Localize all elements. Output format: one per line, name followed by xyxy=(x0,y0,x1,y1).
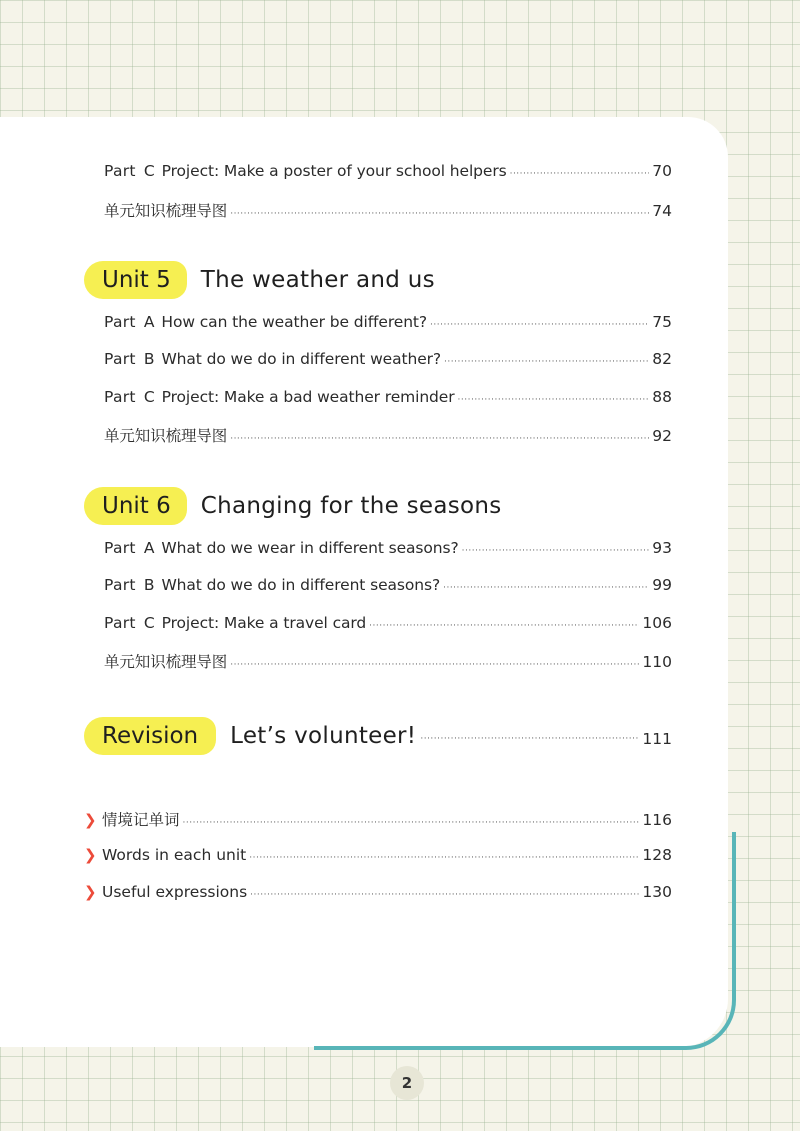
unit-5-header[interactable] xyxy=(84,261,435,299)
part-label: Part xyxy=(104,162,136,180)
toc-row[interactable] xyxy=(104,650,672,672)
toc-page-number: 92 xyxy=(652,427,672,445)
unit-6-header[interactable] xyxy=(84,487,502,525)
toc-page-number: 74 xyxy=(652,202,672,220)
chevron-right-icon: ❯ xyxy=(84,883,97,901)
dot-leader xyxy=(430,320,649,330)
part-letter: A xyxy=(143,539,155,557)
toc-row[interactable] xyxy=(104,350,672,368)
toc-entry-title: 单元知识梳理导图 xyxy=(104,202,228,220)
toc-entry-title: 情境记单词 xyxy=(102,811,180,829)
dot-leader xyxy=(444,357,649,367)
chevron-right-icon: ❯ xyxy=(84,811,97,829)
part-letter: C xyxy=(143,388,155,406)
dot-leader xyxy=(250,890,639,900)
revision-title: Let’s volunteer! xyxy=(230,723,417,749)
toc-row[interactable] xyxy=(104,539,672,557)
toc-page-number: 75 xyxy=(652,313,672,331)
appendix-row[interactable] xyxy=(84,883,672,901)
appendix-row[interactable] xyxy=(84,846,672,864)
toc-page-number: 88 xyxy=(652,388,672,406)
toc-row[interactable] xyxy=(104,199,672,221)
dot-leader xyxy=(510,169,650,179)
toc-row[interactable] xyxy=(104,614,672,632)
dot-leader xyxy=(230,209,649,219)
part-letter: B xyxy=(143,576,155,594)
dot-leader xyxy=(230,434,649,444)
unit-title: The weather and us xyxy=(200,267,435,293)
toc-page-number: 130 xyxy=(642,883,672,901)
dot-leader xyxy=(230,660,639,670)
dot-leader xyxy=(458,395,650,405)
part-letter: B xyxy=(143,350,155,368)
toc-entry-title: 单元知识梳理导图 xyxy=(104,653,228,671)
dot-leader xyxy=(420,734,638,744)
unit-title: Changing for the seasons xyxy=(200,493,502,519)
dot-leader xyxy=(462,546,650,556)
dot-leader xyxy=(249,853,639,863)
part-label: Part xyxy=(104,539,136,557)
toc-page-number: 116 xyxy=(642,811,672,829)
toc-entry-title: What do we do in different weather? xyxy=(161,350,442,368)
toc-page-number: 111 xyxy=(642,730,672,748)
toc-page-number: 93 xyxy=(652,539,672,557)
toc-page-number: 70 xyxy=(652,162,672,180)
toc-entry-title: What do we wear in different seasons? xyxy=(161,539,459,557)
toc-page-number: 99 xyxy=(652,576,672,594)
part-label: Part xyxy=(104,313,136,331)
part-label: Part xyxy=(104,350,136,368)
toc-entry-title: Words in each unit xyxy=(102,846,247,864)
toc-entry-title: Project: Make a travel card xyxy=(161,614,367,632)
toc-page-number: 82 xyxy=(652,350,672,368)
toc-page-number: 106 xyxy=(642,614,672,632)
chevron-right-icon: ❯ xyxy=(84,846,97,864)
toc-entry-title: How can the weather be different? xyxy=(161,313,428,331)
toc-entry-title: Project: Make a poster of your school helpers xyxy=(161,162,507,180)
toc-row[interactable] xyxy=(104,576,672,594)
part-label: Part xyxy=(104,388,136,406)
toc-row[interactable] xyxy=(104,313,672,331)
part-letter: C xyxy=(143,614,155,632)
toc-row[interactable] xyxy=(104,424,672,446)
unit-label: Unit 5 xyxy=(84,261,187,299)
toc-page-number: 110 xyxy=(642,653,672,671)
part-label: Part xyxy=(104,576,136,594)
revision-label: Revision xyxy=(84,717,216,755)
toc-row[interactable] xyxy=(104,162,672,180)
toc-entry-title: What do we do in different seasons? xyxy=(161,576,441,594)
toc-page-number: 128 xyxy=(642,846,672,864)
toc-entry-title: Project: Make a bad weather reminder xyxy=(161,388,455,406)
dot-leader xyxy=(443,583,649,593)
dot-leader xyxy=(183,818,640,828)
part-letter: A xyxy=(143,313,155,331)
page-number: 2 xyxy=(390,1066,424,1100)
toc-entry-title: 单元知识梳理导图 xyxy=(104,427,228,445)
revision-row[interactable] xyxy=(84,717,672,755)
toc-row[interactable] xyxy=(104,388,672,406)
toc-entry-title: Useful expressions xyxy=(102,883,248,901)
dot-leader xyxy=(369,621,639,631)
unit-label: Unit 6 xyxy=(84,487,187,525)
part-label: Part xyxy=(104,614,136,632)
part-letter: C xyxy=(143,162,155,180)
appendix-row[interactable] xyxy=(84,808,672,830)
